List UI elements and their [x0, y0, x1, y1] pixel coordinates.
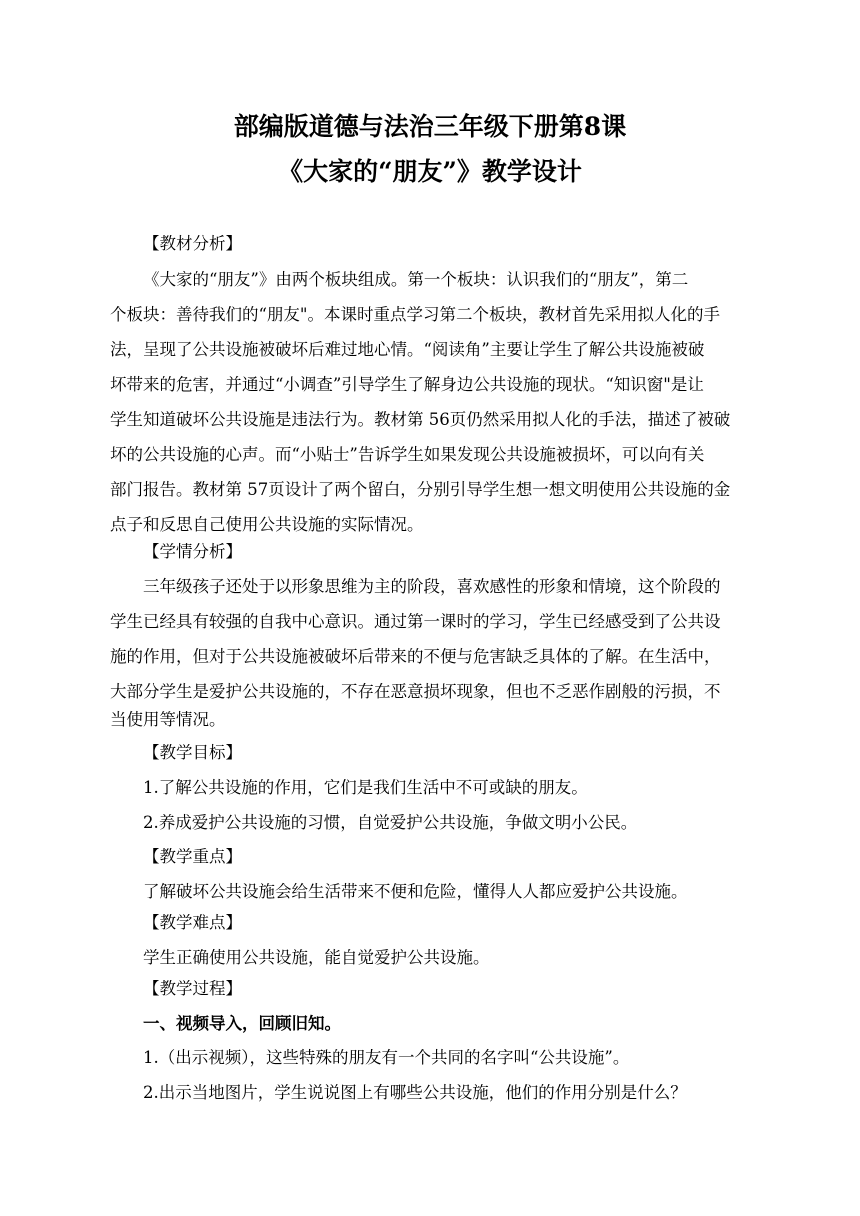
section-heading-student-analysis: 【学情分析】: [143, 542, 242, 561]
paragraph-line: 部门报告。教材第 57页设计了两个留白，分别引导学生想一想文明使用公共设施的金: [110, 480, 731, 499]
section-heading-goals: 【教学目标】: [143, 743, 242, 762]
difficulties-text: 学生正确使用公共设施，能自觉爱护公共设施。: [143, 948, 490, 967]
paragraph-line: 当使用等情况。: [110, 710, 226, 729]
process-item: 1.（出示视频），这些特殊的朋友有一个共同的名字叫“公共设施”。: [143, 1048, 630, 1067]
goal-item: 1.了解公共设施的作用，它们是我们生活中不可或缺的朋友。: [143, 778, 588, 797]
paragraph-line: 施的作用，但对于公共设施被破坏后带来的不便与危害缺乏具体的了解。在生活中，: [110, 647, 721, 666]
section-heading-difficulties: 【教学难点】: [143, 913, 242, 932]
paragraph-line: 学生知道破坏公共设施是违法行为。教材第 56页仍然采用拟人化的手法，描述了被破: [110, 410, 731, 429]
key-points-text: 了解破坏公共设施会给生活带来不便和危险，懂得人人都应爱护公共设施。: [143, 882, 688, 901]
process-step-1-title: 一、视频导入，回顾旧知。: [143, 1014, 341, 1033]
paragraph-line: 个板块：善待我们的“朋友"。本课时重点学习第二个板块，教材首先采用拟人化的手: [110, 305, 721, 324]
document-title-line-2: 《大家的“朋友”》教学设计: [278, 157, 582, 186]
paragraph-line: 点子和反思自己使用公共设施的实际情况。: [110, 515, 424, 534]
paragraph-line: 坏的公共设施的心声。而“小贴士”告诉学生如果发现公共设施被损坏，可以向有关: [110, 445, 705, 464]
paragraph-line: 坏带来的危害，并通过“小调查”引导学生了解身边公共设施的现状。“知识窗"是让: [110, 375, 704, 394]
paragraph-line: 法，呈现了公共设施被破坏后难过地心情。“阅读角”主要让学生了解公共设施被破: [110, 340, 705, 359]
section-heading-process: 【教学过程】: [143, 979, 242, 998]
paragraph-line: 大部分学生是爱护公共设施的，不存在恶意损坏现象，但也不乏恶作剧般的污损，不: [110, 682, 721, 701]
process-item: 2.出示当地图片，学生说说图上有哪些公共设施，他们的作用分别是什么？: [143, 1083, 687, 1102]
document-title-line-1: 部编版道德与法治三年级下册第8课: [233, 112, 627, 141]
paragraph-line: 三年级孩子还处于以形象思维为主的阶段，喜欢感性的形象和情境，这个阶段的: [143, 577, 721, 596]
paragraph-line: 学生已经具有较强的自我中心意识。通过第一课时的学习，学生已经感受到了公共设: [110, 612, 721, 631]
section-heading-textbook-analysis: 【教材分析】: [143, 234, 242, 253]
goal-item: 2.养成爱护公共设施的习惯，自觉爱护公共设施，争做文明小公民。: [143, 813, 638, 832]
paragraph-line: 《大家的“朋友”》由两个板块组成。第一个板块：认识我们的“朋友”，第二: [143, 270, 689, 289]
section-heading-key-points: 【教学重点】: [143, 847, 242, 866]
